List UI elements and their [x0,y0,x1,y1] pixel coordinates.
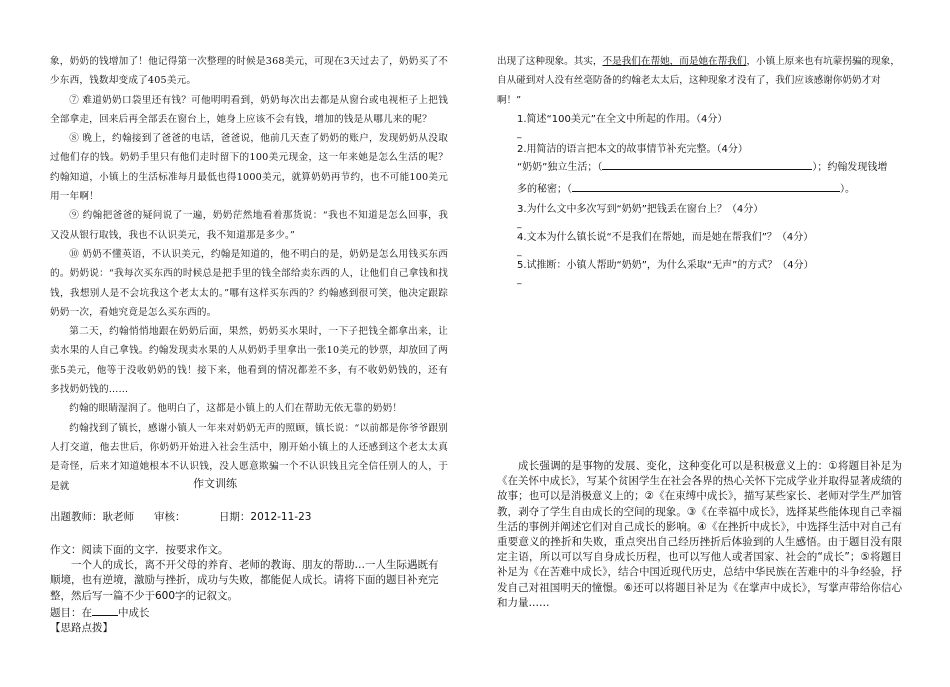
fill-suffix: ）。 [840,184,855,195]
fill-prefix: “奶奶”独立生活；（ [517,162,603,173]
topic-prefix: 题目：在 [50,606,92,619]
story-paragraph: 象，奶奶的钱增加了！他记得第一次整理的时候是368美元，可现在3天过去了，奶奶买了不少东西，钱数却变成了405美元。 [50,56,448,87]
question-3: 3.为什么文中多次写到“奶奶”把钱丢在窗台上？（4分） [517,204,764,215]
reviewer-label: 审核： [154,511,186,523]
question-4: 4.文本为什么镇长说“不是我们在帮她，而是她在帮我们”？（4分） [517,232,814,243]
story-text: ，小镇上原来也有坑蒙拐骗的现象， [746,56,900,67]
story-line [497,52,902,71]
story-continuation [497,52,902,110]
hint-analysis [497,459,902,611]
question-5: 5.试推断：小镇人帮助“奶奶”，为什么采取“无声”的方式？（4分） [517,260,814,271]
answer-line: _ [517,219,522,229]
question-list [517,113,897,287]
task-passage: 一个人的成长，离不开父母的养育、老师的教诲、朋友的帮助…一人生际遇既有顺境，也有逆境，激励与挫折，成功与失败，都能促人成长。请将下面的题目补充完整，然后写一篇不少于600字的记叙文。 [50,559,439,602]
hint-heading: 【思路点拨】 [50,622,113,635]
fill-blank [572,181,840,192]
story-paragraph: ⑩ 奶奶不懂英语，不认识美元，约翰是知道的，他不明白的是，奶奶是怎么用钱买东西的。奶奶说：“我每次买东西的时候总是把手里的钱全部给卖东西的人，让他们自己拿钱和找钱，我想别人是不会坑我这个老太太的。”哪有这样买东西的？约翰感到很可笑，他决定跟踪奶奶一次，看她究竟是怎么买东西的。 [50,248,448,318]
question-2-fill-1 [517,157,897,179]
story-line: 自从碰到对人没有丝毫防备的约翰老太太后，这种现象才没有了，我们应该感谢你奶奶才对 [497,75,881,87]
teacher-label: 出题教师：耿老师 [50,511,134,523]
story-paragraph: 第二天，约翰悄悄地跟在奶奶后面，果然，奶奶买水果时，一下子把钱全都拿出来，让卖水果的人自己拿钱。约翰发现卖水果的人从奶奶手里拿出一张10美元的钞票，却放回了两张5美元，他等于没收奶奶的钱！接下来，他看到的情况都差不多，有不收奶奶钱的，还有多找奶奶钱的…… [50,326,448,396]
underlined-quote: 不是我们在帮她，而是她在帮我们 [602,56,747,67]
story-paragraph: ⑦ 难道奶奶口袋里还有钱？可他明明看到，奶奶每次出去都是从窗台或电视柜子上把钱全部拿走，回来后再全部丢在窗台上，她身上应该不会有钱，增加的钱是从哪儿来的呢？ [50,94,448,125]
section-title: 作文训练 [193,477,237,490]
story-paragraph: ⑨ 约翰把爸爸的疑问说了一遍，奶奶茫然地看着那货说：“我也不知道是怎么回事，我又没从银行取钱，我也不认识美元，我不知道那是多少。” [50,210,448,241]
story-paragraph: ⑧ 晚上，约翰接到了爸爸的电话，爸爸说，他前几天查了奶奶的账户，发现奶奶从没取过他们存的钱。奶奶手里只有他们走时留下的100美元现金，这一年来她是怎么生活的呢？约翰知道，小镇上的生活标准每月最低也得1000美元，就算奶奶再节约，也不可能100美元用一年啊！ [50,133,448,203]
exercise-info-row [50,509,311,524]
question-2-fill-2 [517,179,897,201]
task-instruction: 作文：阅读下面的文字．按要求作文。 [50,544,229,556]
story-text: 出现了这种现象。其实， [497,56,603,67]
fill-blank [602,159,812,170]
date-label: 日期：2012-11-23 [218,511,312,523]
answer-line: _ [517,247,522,257]
fill-suffix: ）；约翰发现钱增 [812,162,888,173]
question-2: 2.用简洁的语言把本文的故事情节补充完整。（4分） [517,144,748,155]
task-topic [50,604,448,621]
story-paragraph: 约翰找到了镇长，感谢小镇人一年来对奶奶无声的照顾，镇长说：“以前都是你爷爷跟别人打交道，他去世后，你奶奶开始进入社会生活中，刚开始小镇上的人还感到这个老太太真是奇怪，后来才知道她根本不认识钱，没人愿意欺骗一个不认识钱且完全信任别人的人，于是就 [50,422,448,492]
analysis-paragraph: 成长强调的是事物的发展、变化，这种变化可以是积极意义上的：①将题目补足为《在关怀中成长》，写某个贫困学生在社会各界的热心关怀下完成学业并取得显著成绩的故事；也可以是消极意义上的；②《在束缚中成长》，描写某些家长、老师对学生严加管教，剥夺了学生自由成长的空间的现象。③《在幸福中成长》，选择某些能体现自己幸福生活的事例并阐述它们对自己成长的影响。④《在挫折中成长》，中选择生活中对自己有重要意义的挫折和失败，重点突出自己经历挫折后体验到的人生感悟。由于题目没有限定主语，所以可以写自身成长历程，也可以写他人或者国家、社会的“成长”；⑤将题目补足为《在苦难中成长》，结合中国近现代历史，总结中华民族在苦难中的斗争经验，抒发自己对祖国明天的憧憬。⑥还可以将题目补足为《在掌声中成长》，写掌声带给你信心和力量…… [497,460,902,609]
story-passage [50,52,448,496]
story-line: 啊！” [497,94,522,106]
answer-line: _ [517,275,522,285]
story-paragraph: 约翰的眼睛湿润了。他明白了，这都是小镇上的人们在帮助无依无靠的奶奶！ [69,403,403,415]
fill-prefix: 多的秘密；（ [517,184,572,195]
topic-suffix: 中成长 [118,606,150,619]
topic-blank [92,604,118,616]
question-1: 1.简述“100美元”在全文中所起的作用。（4分） [517,114,728,125]
writing-task [50,543,448,636]
answer-line: _ [517,129,522,139]
